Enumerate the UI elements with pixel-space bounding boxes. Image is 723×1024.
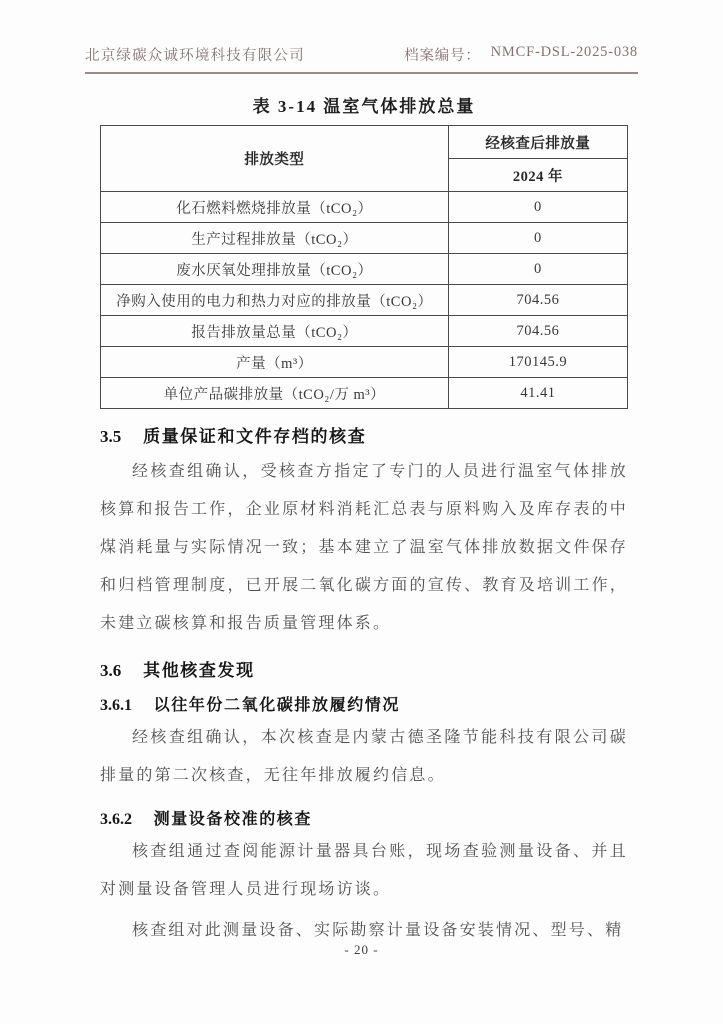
section-number: 3.6.1 xyxy=(100,697,132,714)
table-header-row xyxy=(101,126,628,159)
page-number: - 20 - xyxy=(344,942,379,957)
table-row xyxy=(101,254,628,285)
archive-number-label: 档案编号： xyxy=(404,48,481,64)
col-header-verified-emissions: 经核查后排放量 xyxy=(448,126,627,159)
section-number: 3.6.2 xyxy=(100,811,132,828)
archive-number-group xyxy=(404,44,638,65)
table-caption: 表 3-14 温室气体排放总量 xyxy=(252,97,476,116)
row-value: 41.41 xyxy=(448,378,627,409)
emissions-table xyxy=(100,125,628,409)
page-content xyxy=(100,84,628,950)
col-header-emission-type: 排放类型 xyxy=(101,126,449,192)
section-heading-3-6-1 xyxy=(100,692,628,715)
section-heading-3-6 xyxy=(100,656,628,681)
row-value: 704.56 xyxy=(448,285,627,316)
row-value: 0 xyxy=(448,192,627,223)
row-label: 报告排放量总量（tCO₂） xyxy=(101,316,449,347)
col-header-year: 2024 年 xyxy=(448,159,627,192)
section-title: 测量设备校准的核查 xyxy=(153,811,313,828)
section-3-6-1-paragraph: 经核查组确认，本次核查是内蒙古德圣隆节能科技有限公司碳排量的第二次核查，无往年排放履约信息。 xyxy=(100,729,628,784)
section-number: 3.6 xyxy=(100,661,122,680)
archive-number-value: NMCF-DSL-2025-038 xyxy=(490,44,638,60)
table-row xyxy=(101,192,628,223)
section-heading-3-5 xyxy=(100,422,628,447)
row-label: 产量（m³） xyxy=(101,347,449,378)
table-row xyxy=(101,223,628,254)
row-label: 化石燃料燃烧排放量（tCO₂） xyxy=(101,192,449,223)
table-row xyxy=(101,316,628,347)
row-value: 0 xyxy=(448,254,627,285)
table-row xyxy=(101,285,628,316)
row-label: 单位产品碳排放量（tCO₂/万 m³） xyxy=(101,378,449,409)
row-label: 净购入使用的电力和热力对应的排放量（tCO₂） xyxy=(101,285,449,316)
section-3-5-paragraph: 经核查组确认，受核查方指定了专门的人员进行温室气体排放核算和报告工作，企业原材料消耗汇总表与原料购入及库存表的中煤消耗量与实际情况一致；基本建立了温室气体排放数据文件保存和归档管理制度，已开展二氧化碳方面的宣传、教育及培训工作，未建立碳核算和报告质量管理体系。 xyxy=(100,463,628,632)
section-title: 其他核查发现 xyxy=(143,661,255,680)
section-3-6-2-paragraph-2: 核查组对此测量设备、实际勘察计量设备安装情况、型号、精 xyxy=(132,922,624,939)
section-title: 质量保证和文件存档的核查 xyxy=(143,427,367,446)
table-row xyxy=(101,347,628,378)
company-name: 北京绿碳众诚环境科技有限公司 xyxy=(85,48,305,64)
page-header xyxy=(85,44,638,74)
section-number: 3.5 xyxy=(100,427,122,446)
row-value: 0 xyxy=(448,223,627,254)
row-value: 170145.9 xyxy=(448,347,627,378)
section-heading-3-6-2 xyxy=(100,806,628,829)
section-3-6-2-paragraph-1: 核查组通过查阅能源计量器具台账，现场查验测量设备、并且对测量设备管理人员进行现场访谈。 xyxy=(100,843,628,898)
table-row xyxy=(101,378,628,409)
row-label: 废水厌氧处理排放量（tCO₂） xyxy=(101,254,449,285)
section-title: 以往年份二氧化碳排放履约情况 xyxy=(153,697,401,714)
row-label: 生产过程排放量（tCO₂） xyxy=(101,223,449,254)
row-value: 704.56 xyxy=(448,316,627,347)
